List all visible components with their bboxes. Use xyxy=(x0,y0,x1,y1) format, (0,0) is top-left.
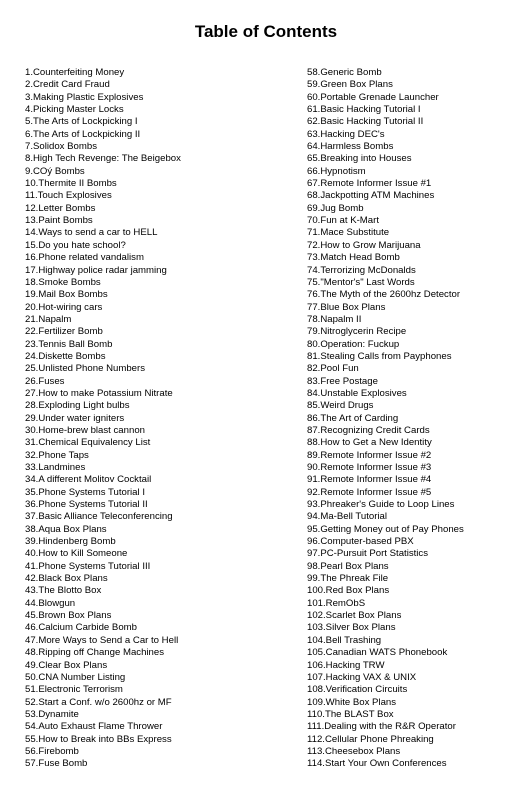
toc-entry: 2.Credit Card Fraud xyxy=(25,79,110,91)
toc-entry: 106.Hacking TRW xyxy=(307,659,385,671)
toc-entry: 54.Auto Exhaust Flame Thrower xyxy=(25,721,163,733)
toc-entry: 72.How to Grow Marijuana xyxy=(307,239,421,251)
toc-entry: 14.Ways to send a car to HELL xyxy=(25,227,158,239)
toc-entry: 38.Aqua Box Plans xyxy=(25,523,107,535)
toc-entry: 80.Operation: Fuckup xyxy=(307,338,400,350)
toc-entry: 16.Phone related vandalism xyxy=(25,252,144,264)
toc-entry: 81.Stealing Calls from Payphones xyxy=(307,350,452,362)
toc-entry: 42.Black Box Plans xyxy=(25,573,108,585)
toc-entry: 88.How to Get a New Identity xyxy=(307,437,432,449)
toc-entry: 114.Start Your Own Conferences xyxy=(307,758,447,770)
toc-entry: 7.Solidox Bombs xyxy=(25,141,97,153)
toc-entry: 59.Green Box Plans xyxy=(307,79,393,91)
toc-entry: 37.Basic Alliance Teleconferencing xyxy=(25,511,173,523)
toc-entry: 84.Unstable Explosives xyxy=(307,387,407,399)
toc-entry: 90.Remote Informer Issue #3 xyxy=(307,462,432,473)
toc-entry: 112.Cellular Phone Phreaking xyxy=(307,733,434,745)
toc-entry: 40.How to Kill Someone xyxy=(25,548,128,560)
toc-entry: 94.Ma-Bell Tutorial xyxy=(307,511,387,523)
toc-entry: 58.Generic Bomb xyxy=(307,67,382,78)
toc-entry: 24.Diskette Bombs xyxy=(25,350,106,362)
toc-entry: 12.Letter Bombs xyxy=(25,202,96,214)
toc-entry: 70.Fun at K-Mart xyxy=(307,215,379,227)
toc-entry: 34.A different Molitov Cocktail xyxy=(25,474,152,486)
toc-left-column xyxy=(25,67,295,771)
toc-entry: 77.Blue Box Plans xyxy=(307,301,386,313)
toc-entry: 86.The Art of Carding xyxy=(307,412,399,424)
toc-entry: 27.How to make Potassium Nitrate xyxy=(25,387,173,399)
toc-entry: 3.Making Plastic Explosives xyxy=(25,91,144,103)
toc-entry: 30.Home-brew blast cannon xyxy=(25,424,145,436)
toc-entry: 25.Unlisted Phone Numbers xyxy=(25,363,145,375)
toc-entry: 39.Hindenberg Bomb xyxy=(25,536,116,548)
toc-entry: 74.Terrorizing McDonalds xyxy=(307,264,416,276)
toc-entry: 98.Pearl Box Plans xyxy=(307,560,389,572)
toc-entry: 53.Dynamite xyxy=(25,708,79,720)
toc-entry: 75."Mentor's" Last Words xyxy=(307,276,415,288)
toc-entry: 23.Tennis Ball Bomb xyxy=(25,338,113,350)
toc-entry: 13.Paint Bombs xyxy=(25,215,93,227)
toc-entry: 63.Hacking DEC's xyxy=(307,128,385,140)
toc-entry: 76.The Myth of the 2600hz Detector xyxy=(307,289,461,301)
toc-entry: 97.PC-Pursuit Port Statistics xyxy=(307,548,429,560)
toc-entry: 48.Ripping off Change Machines xyxy=(25,647,165,659)
toc-entry: 33.Landmines xyxy=(25,462,86,473)
toc-entry: 41.Phone Systems Tutorial III xyxy=(25,560,151,572)
toc-entry: 101.RemObS xyxy=(307,597,366,609)
toc-entry: 95.Getting Money out of Pay Phones xyxy=(307,523,464,535)
toc-entry: 49.Clear Box Plans xyxy=(25,659,108,671)
toc-entry: 105.Canadian WATS Phonebook xyxy=(307,647,448,659)
toc-entry: 31.Chemical Equivalency List xyxy=(25,437,151,449)
toc-entry: 71.Mace Substitute xyxy=(307,227,390,239)
toc-entry: 92.Remote Informer Issue #5 xyxy=(307,486,432,498)
toc-entry: 89.Remote Informer Issue #2 xyxy=(307,449,432,461)
page-title: Table of Contents xyxy=(194,22,338,41)
toc-entry: 9.COý Bombs xyxy=(25,165,85,177)
toc-entry: 73.Match Head Bomb xyxy=(307,252,400,264)
toc-entry: 87.Recognizing Credit Cards xyxy=(307,424,430,436)
toc-entry: 21.Napalm xyxy=(25,313,72,325)
toc-entry: 104.Bell Trashing xyxy=(307,634,382,646)
toc-entry: 110.The BLAST Box xyxy=(307,708,394,720)
toc-entry: 36.Phone Systems Tutorial II xyxy=(25,499,148,511)
toc-entry: 4.Picking Master Locks xyxy=(25,104,124,116)
toc-entry: 78.Napalm II xyxy=(307,313,362,325)
toc-entry: 91.Remote Informer Issue #4 xyxy=(307,474,432,486)
toc-entry: 19.Mail Box Bombs xyxy=(25,289,108,301)
toc-entry: 6.The Arts of Lockpicking II xyxy=(25,128,141,140)
toc-entry: 44.Blowgun xyxy=(25,597,76,609)
toc-entry: 8.High Tech Revenge: The Beigebox xyxy=(25,153,181,165)
toc-entry: 82.Pool Fun xyxy=(307,363,359,375)
toc-entry: 5.The Arts of Lockpicking I xyxy=(25,116,138,128)
toc-entry: 22.Fertilizer Bomb xyxy=(25,326,103,338)
toc-entry: 60.Portable Grenade Launcher xyxy=(307,91,439,103)
toc-entry: 29.Under water igniters xyxy=(25,412,125,424)
toc-entry: 56.Firebomb xyxy=(25,745,79,757)
toc-entry: 62.Basic Hacking Tutorial II xyxy=(307,116,424,128)
toc-entry: 11.Touch Explosives xyxy=(25,190,112,202)
toc-entry: 66.Hypnotism xyxy=(307,165,366,177)
toc-entry: 55.How to Break into BBs Express xyxy=(25,733,172,745)
toc-entry: 69.Jug Bomb xyxy=(307,202,364,214)
toc-entry: 83.Free Postage xyxy=(307,375,378,387)
toc-entry: 111.Dealing with the R&R Operator xyxy=(307,721,456,733)
toc-entry: 109.White Box Plans xyxy=(307,696,397,708)
toc-entry: 47.More Ways to Send a Car to Hell xyxy=(25,634,179,646)
toc-entry: 57.Fuse Bomb xyxy=(25,758,88,770)
toc-entry: 68.Jackpotting ATM Machines xyxy=(307,190,435,202)
toc-entry: 51.Electronic Terrorism xyxy=(25,684,123,696)
toc-entry: 15.Do you hate school? xyxy=(25,239,126,251)
toc-entry: 93.Phreaker's Guide to Loop Lines xyxy=(307,499,455,511)
toc-entry: 85.Weird Drugs xyxy=(307,400,374,412)
toc-entry: 43.The Blotto Box xyxy=(25,585,102,597)
toc-entry: 61.Basic Hacking Tutorial I xyxy=(307,104,421,116)
toc-entry: 107.Hacking VAX & UNIX xyxy=(307,671,417,683)
toc-entry: 108.Verification Circuits xyxy=(307,684,408,696)
toc-entry: 52.Start a Conf. w/o 2600hz or MF xyxy=(25,696,172,708)
toc-entry: 32.Phone Taps xyxy=(25,449,89,461)
toc-entry: 46.Calcium Carbide Bomb xyxy=(25,622,137,634)
toc-entry: 26.Fuses xyxy=(25,375,65,387)
toc-entry: 10.Thermite II Bombs xyxy=(25,178,117,190)
toc-entry: 45.Brown Box Plans xyxy=(25,610,112,622)
toc-entry: 17.Highway police radar jamming xyxy=(25,264,167,276)
toc-entry: 99.The Phreak File xyxy=(307,573,389,585)
toc-entry: 50.CNA Number Listing xyxy=(25,671,126,683)
toc-entry: 103.Silver Box Plans xyxy=(307,622,396,634)
toc-entry: 113.Cheesebox Plans xyxy=(307,745,401,757)
toc-entry: 67.Remote Informer Issue #1 xyxy=(307,178,432,190)
toc-entry: 20.Hot-wiring cars xyxy=(25,301,103,313)
toc-entry: 96.Computer-based PBX xyxy=(307,536,414,548)
toc-entry: 18.Smoke Bombs xyxy=(25,276,101,288)
toc-entry: 28.Exploding Light bulbs xyxy=(25,400,130,412)
toc-entry: 79.Nitroglycerin Recipe xyxy=(307,326,407,338)
toc-entry: 100.Red Box Plans xyxy=(307,585,390,597)
toc-entry: 1.Counterfeiting Money xyxy=(25,67,125,78)
toc-right-column xyxy=(307,67,527,771)
toc-entry: 65.Breaking into Houses xyxy=(307,153,412,165)
toc-entry: 35.Phone Systems Tutorial I xyxy=(25,486,145,498)
toc-entry: 64.Harmless Bombs xyxy=(307,141,394,153)
toc-entry: 102.Scarlet Box Plans xyxy=(307,610,402,622)
